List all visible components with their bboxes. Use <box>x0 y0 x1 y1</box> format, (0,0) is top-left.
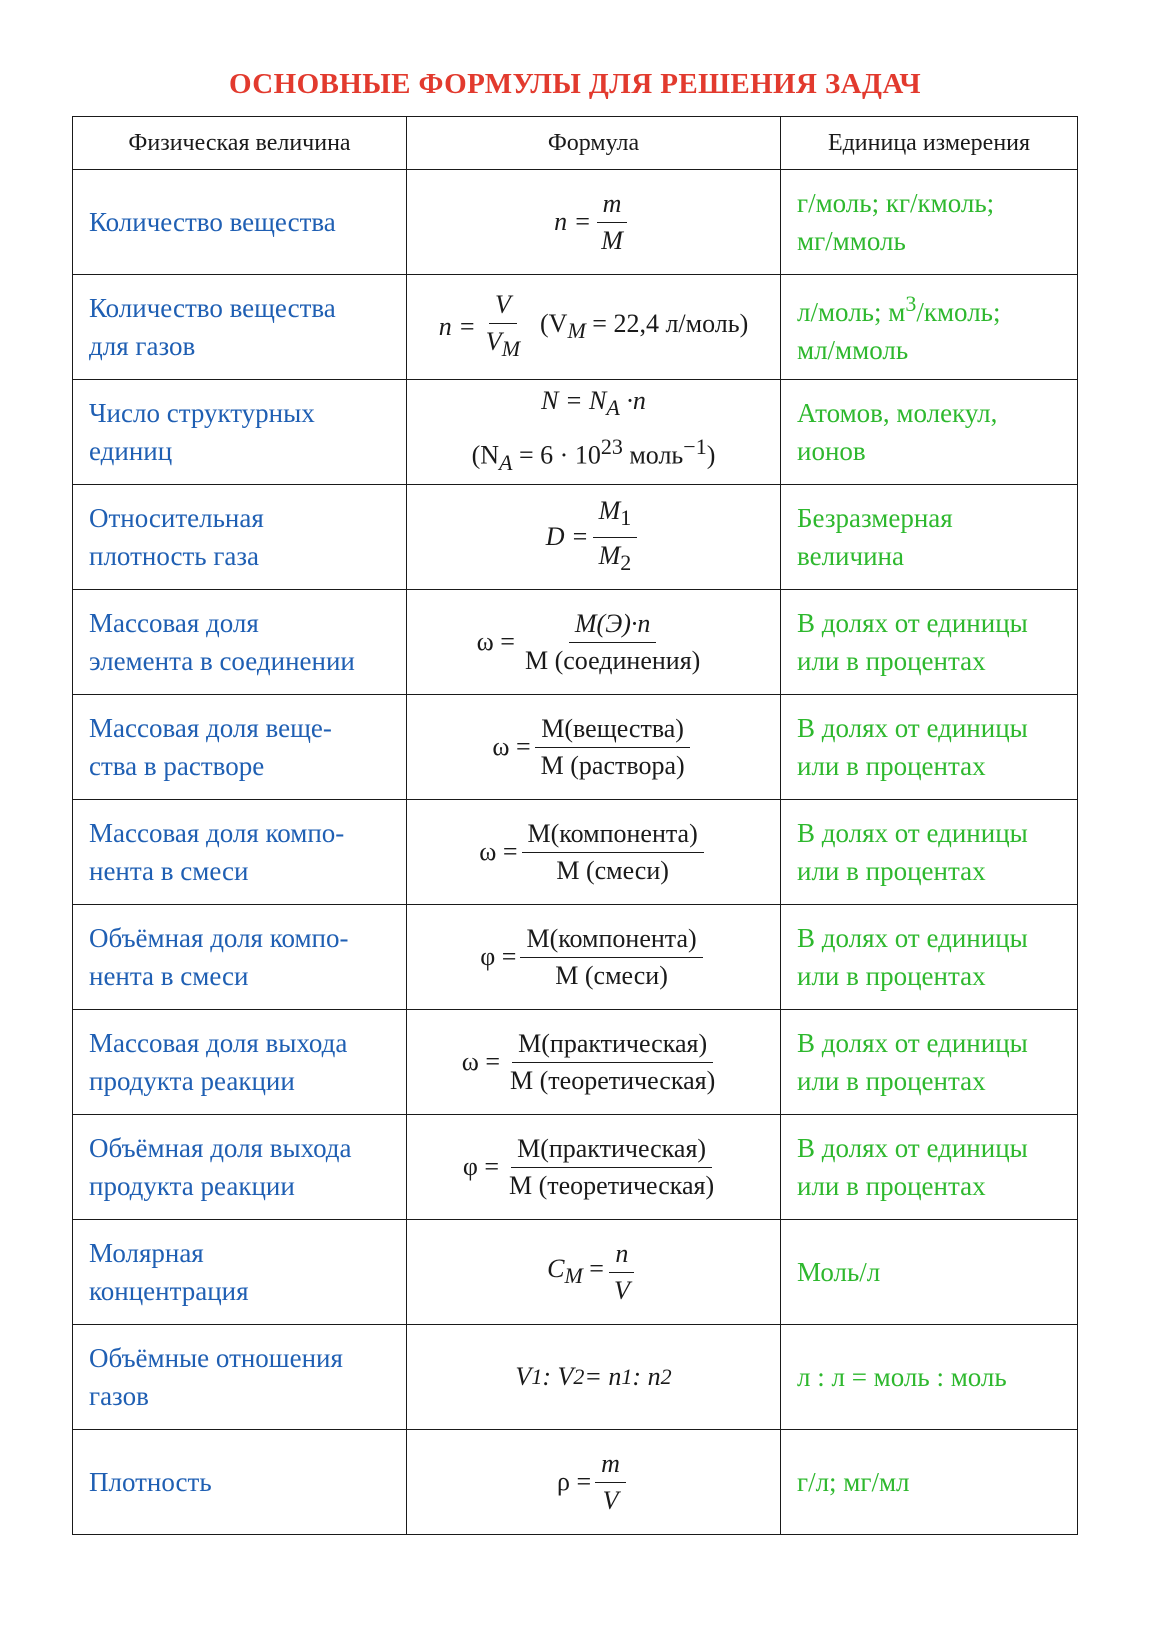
unit-sup: 3 <box>905 291 917 316</box>
formula <box>479 818 708 887</box>
quantity-line: ства в растворе <box>89 751 265 781</box>
unit-line: /кмоль; <box>916 297 1001 327</box>
quantity-line: Число структурных <box>89 398 315 428</box>
quantity-line: Массовая доля веще- <box>89 713 332 743</box>
lhs-sub: M <box>564 1263 583 1289</box>
f-sub: 2 <box>573 1364 585 1389</box>
formula-cell <box>407 1115 781 1220</box>
quantity-line: нента в смеси <box>89 961 249 991</box>
quantity-line: элемента в соединении <box>89 646 355 676</box>
unit-line: или в процентах <box>797 961 986 991</box>
quantity-line: концентрация <box>89 1276 249 1306</box>
f-sub: A <box>606 395 620 421</box>
unit-cell <box>781 905 1078 1010</box>
quantity-line: продукта реакции <box>89 1066 295 1096</box>
fraction-numerator: M(практическая) <box>512 1028 713 1063</box>
formula-cell <box>407 275 781 380</box>
fraction <box>593 495 638 578</box>
f-part: ) <box>706 440 716 470</box>
formula-lhs <box>547 1254 604 1289</box>
formula-cell <box>407 170 781 275</box>
formula-cell <box>407 485 781 590</box>
f-sup: 23 <box>600 433 623 459</box>
unit-line: г/моль; кг/кмоль; <box>797 188 995 218</box>
quantity-cell <box>73 275 407 380</box>
quantity-line: Плотность <box>89 1467 212 1497</box>
formula-note <box>540 309 748 344</box>
formula-cell <box>407 800 781 905</box>
quantity-line: Молярная <box>89 1238 204 1268</box>
fraction <box>504 1028 721 1097</box>
quantity-cell <box>73 695 407 800</box>
unit-line: В долях от единицы <box>797 1133 1028 1163</box>
formula-lhs: φ = <box>462 1152 499 1181</box>
f-part: N = N <box>541 386 607 416</box>
fraction-numerator: M(компонента) <box>522 818 704 853</box>
formula <box>554 188 633 257</box>
fraction-denominator: M (теоретическая) <box>508 1170 715 1200</box>
den-sub: M <box>501 336 521 362</box>
formula-lhs: φ = <box>480 942 517 971</box>
formula <box>546 495 642 578</box>
lhs-main: C <box>547 1254 565 1284</box>
unit-line: или в процентах <box>797 856 986 886</box>
fraction-denominator: V <box>613 1275 630 1305</box>
fraction <box>535 713 691 782</box>
quantity-line: Объёмная доля выхода <box>89 1133 352 1163</box>
quantity-line: Массовая доля компо- <box>89 818 345 848</box>
fraction-numerator: M(Э)·n <box>569 608 657 643</box>
table-row <box>73 380 1078 485</box>
unit-line: В долях от единицы <box>797 713 1028 743</box>
table-row <box>73 1010 1078 1115</box>
fraction-denominator: M (соединения) <box>524 645 701 675</box>
fraction-numerator: m <box>595 1448 626 1483</box>
quantity-line: Количество вещества <box>89 293 336 323</box>
table-row <box>73 1430 1078 1535</box>
formula <box>492 713 694 782</box>
fraction-denominator: V <box>602 1485 619 1515</box>
formula-lhs: ω = <box>479 837 518 866</box>
fraction-denominator <box>593 538 638 579</box>
unit-line: или в процентах <box>797 751 986 781</box>
unit-line: л : л = моль : моль <box>797 1362 1007 1392</box>
quantity-cell <box>73 170 407 275</box>
unit-line: л/моль; м <box>797 297 906 327</box>
formula-lhs: ω = <box>461 1047 501 1076</box>
fraction <box>608 1238 636 1307</box>
f-part: V <box>515 1362 532 1391</box>
unit-line: или в процентах <box>797 1066 986 1096</box>
note-start: (V <box>540 309 568 339</box>
fraction <box>520 923 702 992</box>
formula <box>463 1133 724 1202</box>
formula-lhs: ω = <box>492 732 531 761</box>
quantity-line: газов <box>89 1381 149 1411</box>
formula-cell <box>407 590 781 695</box>
unit-line: Моль/л <box>797 1257 881 1287</box>
unit-line: В долях от единицы <box>797 818 1028 848</box>
lhs-eq: = <box>582 1254 604 1284</box>
fraction-denominator: M <box>601 225 623 255</box>
quantity-cell <box>73 1220 407 1325</box>
quantity-cell <box>73 485 407 590</box>
note-sub: M <box>567 318 586 344</box>
table-row <box>73 590 1078 695</box>
header-unit: Единица измерения <box>781 117 1078 170</box>
table-row <box>73 905 1078 1010</box>
formula <box>477 608 711 677</box>
unit-cell <box>781 1115 1078 1220</box>
fraction-numerator: m <box>597 188 628 223</box>
fraction-denominator: M (раствора) <box>540 750 685 780</box>
fraction-numerator: M(практическая) <box>511 1133 712 1168</box>
f-part: : V <box>542 1362 574 1391</box>
formula <box>547 1238 640 1307</box>
fraction-numerator: M(вещества) <box>535 713 690 748</box>
unit-cell <box>781 275 1078 380</box>
f-part: (N <box>471 440 500 470</box>
fraction-numerator: M(компонента) <box>520 923 702 958</box>
unit-line: ионов <box>797 436 866 466</box>
formula-cell <box>407 1325 781 1430</box>
f-sub: 2 <box>660 1364 672 1389</box>
formula-lhs: ρ = <box>557 1467 592 1496</box>
formula-cell <box>407 380 781 485</box>
formula-table <box>72 116 1078 1535</box>
unit-cell <box>781 695 1078 800</box>
formula-lhs: n = <box>554 207 592 236</box>
unit-cell <box>781 1325 1078 1430</box>
unit-cell <box>781 1010 1078 1115</box>
den-sub: 2 <box>620 549 632 575</box>
unit-line: мл/ммоль <box>797 335 909 365</box>
formula-cell <box>407 1010 781 1115</box>
unit-cell <box>781 380 1078 485</box>
table-row <box>73 275 1078 380</box>
table-header-row <box>73 117 1078 170</box>
fraction-numerator <box>593 495 638 537</box>
unit-cell <box>781 1220 1078 1325</box>
fraction <box>480 289 526 365</box>
fraction <box>503 1133 720 1202</box>
formula <box>462 1028 725 1097</box>
unit-cell <box>781 485 1078 590</box>
table-row <box>73 1115 1078 1220</box>
num-main: M <box>598 496 621 526</box>
formula-line-2 <box>472 428 716 482</box>
formula <box>407 382 780 481</box>
formula-lhs: D = <box>545 522 589 551</box>
unit-line: величина <box>797 541 904 571</box>
table-row <box>73 170 1078 275</box>
fraction-numerator: V <box>489 289 517 324</box>
quantity-line: продукта реакции <box>89 1171 295 1201</box>
table-row <box>73 695 1078 800</box>
unit-line: или в процентах <box>797 646 986 676</box>
fraction <box>595 1448 626 1517</box>
formula-cell <box>407 1430 781 1535</box>
f-part: ·n <box>619 386 646 416</box>
f-sub: 1 <box>531 1364 543 1389</box>
unit-line: В долях от единицы <box>797 608 1028 638</box>
unit-line: В долях от единицы <box>797 923 1028 953</box>
quantity-line: Объёмная доля компо- <box>89 923 349 953</box>
fraction-denominator: M (теоретическая) <box>510 1065 716 1095</box>
fraction-denominator: M (смеси) <box>556 855 669 885</box>
formula <box>480 923 706 992</box>
note-rest: = 22,4 л/моль) <box>585 309 749 339</box>
den-main: V <box>485 326 502 356</box>
quantity-cell <box>73 905 407 1010</box>
quantity-line: Количество вещества <box>89 207 336 237</box>
formula <box>515 1362 671 1392</box>
unit-cell <box>781 590 1078 695</box>
unit-cell <box>781 1430 1078 1535</box>
quantity-line: Массовая доля выхода <box>89 1028 348 1058</box>
unit-cell <box>781 800 1078 905</box>
unit-cell <box>781 170 1078 275</box>
f-part: = 6 · 10 <box>512 440 601 470</box>
f-part: моль <box>622 440 684 470</box>
formula-cell <box>407 1220 781 1325</box>
formula-lhs: n = <box>438 312 476 341</box>
quantity-line: нента в смеси <box>89 856 249 886</box>
fraction <box>595 188 629 257</box>
num-sub: 1 <box>620 505 632 531</box>
unit-line: мг/ммоль <box>797 226 906 256</box>
unit-line: г/л; мг/мл <box>797 1467 910 1497</box>
table-row <box>73 800 1078 905</box>
fraction <box>522 818 704 887</box>
f-part: : n <box>632 1362 661 1391</box>
formula-cell <box>407 695 781 800</box>
fraction <box>519 608 706 677</box>
header-formula: Формула <box>407 117 781 170</box>
den-main: M <box>598 540 621 570</box>
f-part: = n <box>584 1362 622 1391</box>
header-quantity: Физическая величина <box>73 117 407 170</box>
fraction-denominator <box>480 324 526 365</box>
formula-lhs: ω = <box>476 627 515 656</box>
quantity-line: Относительная <box>89 503 264 533</box>
table-row <box>73 485 1078 590</box>
quantity-cell <box>73 1325 407 1430</box>
quantity-cell <box>73 590 407 695</box>
f-sub: A <box>499 449 513 475</box>
table-row <box>73 1325 1078 1430</box>
table-row <box>73 1220 1078 1325</box>
formula <box>557 1448 630 1517</box>
quantity-line: Объёмные отношения <box>89 1343 343 1373</box>
fraction-denominator: M (смеси) <box>555 960 668 990</box>
unit-line: Безразмерная <box>797 503 953 533</box>
f-sup: −1 <box>683 433 707 459</box>
quantity-cell <box>73 380 407 485</box>
quantity-cell <box>73 800 407 905</box>
page-title: ОСНОВНЫЕ ФОРМУЛЫ ДЛЯ РЕШЕНИЯ ЗАДАЧ <box>228 68 921 100</box>
fraction-numerator: n <box>609 1238 634 1273</box>
formula-cell <box>407 905 781 1010</box>
quantity-line: Массовая доля <box>89 608 259 638</box>
formula <box>439 289 749 365</box>
quantity-cell <box>73 1010 407 1115</box>
formula-line-1 <box>541 382 646 427</box>
quantity-line: плотность газа <box>89 541 260 571</box>
f-sub: 1 <box>621 1364 633 1389</box>
quantity-cell <box>73 1430 407 1535</box>
quantity-cell <box>73 1115 407 1220</box>
quantity-line: для газов <box>89 331 196 361</box>
unit-line: В долях от единицы <box>797 1028 1028 1058</box>
unit-line: Атомов, молекул, <box>797 398 998 428</box>
quantity-line: единиц <box>89 436 173 466</box>
unit-line: или в процентах <box>797 1171 986 1201</box>
